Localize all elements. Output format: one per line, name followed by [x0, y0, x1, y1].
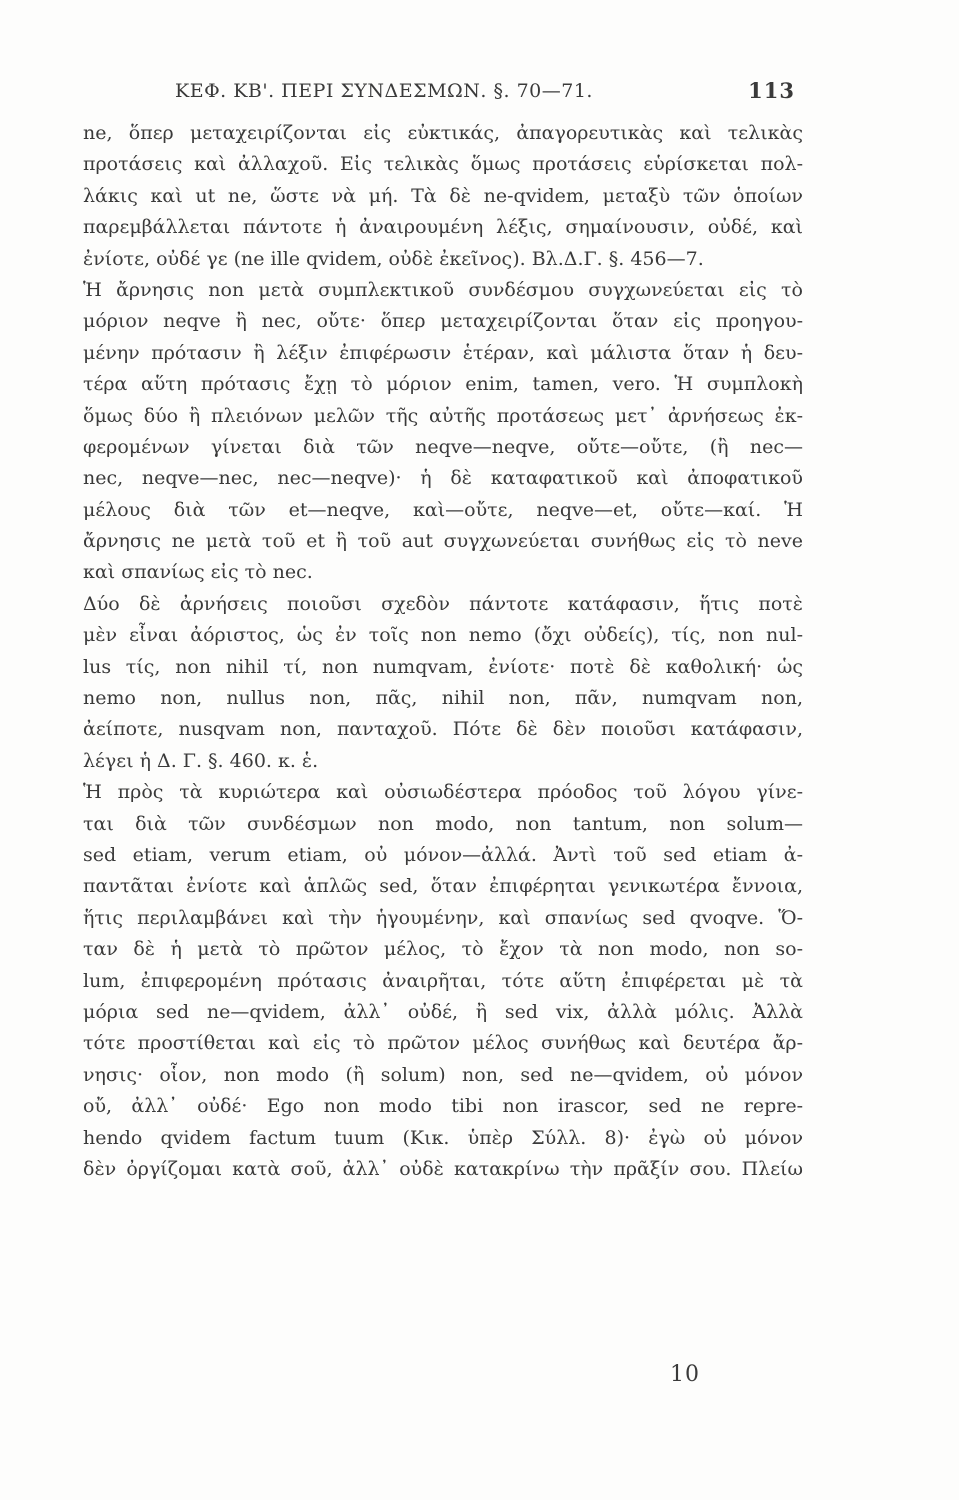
- text-line: lum, ἐπιφερομένη πρότασις ἀναιρῆται, τότε αὕτη ἐπιφέρεται μὲ τὰ: [83, 969, 803, 992]
- text-line: sed etiam, verum etiam, οὐ μόνον—ἀλλά. Ἀντὶ τοῦ sed etiam ἀ-: [83, 843, 803, 866]
- text-line: καὶ σπανίως εἰς τὸ nec.: [83, 561, 313, 584]
- text-line: Ἡ πρὸς τὰ κυριώτερα καὶ οὐσιωδέστερα πρόοδος τοῦ λόγου γίνε-: [83, 781, 803, 804]
- text-line: μένην πρότασιν ἢ λέξιν ἐπιφέρωσιν ἑτέραν, καὶ μάλιστα ὅταν ἡ δευ-: [83, 341, 803, 364]
- text-line: παντᾶται ἐνίοτε καὶ ἁπλῶς sed, ὅταν ἐπιφέρηται γενικωτέρα ἔννοια,: [83, 875, 803, 898]
- page-number: 113: [748, 78, 795, 103]
- text-line: μόριον neqve ἢ nec, οὔτε· ὅπερ μεταχειρίζονται ὅταν εἰς προηγου-: [83, 310, 803, 333]
- text-line: ταν δὲ ἡ μετὰ τὸ πρῶτον μέλος, τὸ ἔχον τὰ non modo, non so-: [83, 938, 803, 961]
- text-line: μέλους διὰ τῶν et—neqve, καὶ—οὔτε, neqve—et, οὔτε—καί. Ἡ: [83, 498, 803, 521]
- page-header: [175, 80, 795, 112]
- text-line: προτάσεις καὶ ἀλλαχοῦ. Εἰς τελικὰς ὅμως προτάσεις εὑρίσκεται πολ-: [83, 153, 803, 176]
- text-line: παρεμβάλλεται πάντοτε ἡ ἀναιρουμένη λέξις, σημαίνουσιν, οὐδέ, καὶ: [83, 216, 803, 239]
- text-line: lus τίς, non nihil τί, non numqvam, ἐνίοτε· ποτὲ δὲ καθολική· ὡς: [83, 655, 803, 678]
- text-line: ἀείποτε, nusqvam non, πανταχοῦ. Πότε δὲ δὲν ποιοῦσι κατάφασιν,: [83, 718, 803, 741]
- text-line: ne, ὅπερ μεταχειρίζονται εἰς εὐκτικάς, ἀπαγορευτικὰς καὶ τελικὰς: [83, 122, 803, 144]
- signature-mark: 10: [670, 1362, 700, 1387]
- text-line: μὲν εἶναι ἀόριστος, ὡς ἐν τοῖς non nemo (ὄχι οὐδείς), τίς, non nul-: [83, 624, 803, 647]
- text-line: hendo qvidem factum tuum (Κικ. ὑπὲρ Σύλλ. 8)· ἐγὼ οὐ μόνον: [83, 1126, 803, 1149]
- text-line: Δύο δὲ ἀρνήσεις ποιοῦσι σχεδὸν πάντοτε κατάφασιν, ἥτις ποτὲ: [83, 592, 803, 615]
- text-line: τότε προστίθεται καὶ εἰς τὸ πρῶτον μέλος συνήθως καὶ δευτέρα ἄρ-: [83, 1032, 803, 1055]
- text-line: ὅμως δύο ἢ πλειόνων μελῶν τῆς αὐτῆς προτάσεως μετ᾽ ἀρνήσεως ἐκ-: [83, 404, 803, 427]
- text-line: ἥτις περιλαμβάνει καὶ τὴν ἡγουμένην, καὶ σπανίως sed qvoqve. Ὅ-: [83, 906, 803, 929]
- text-line: nemo non, nullus non, πᾶς, nihil non, πᾶν, numqvam non,: [83, 687, 803, 710]
- running-head: ΚΕΦ. ΚΒ'. ΠΕΡΙ ΣΥΝΔΕΣΜΩΝ. §. 70—71.: [175, 80, 593, 102]
- text-line: μόρια sed ne—qvidem, ἀλλ᾽ οὐδέ, ἢ sed vix, ἀλλὰ μόλις. Ἀλλὰ: [83, 1000, 803, 1023]
- body-text: [83, 118, 803, 1185]
- text-line: λέγει ἡ Δ. Γ. §. 460. κ. ἑ.: [83, 749, 319, 772]
- text-line: Ἡ ἄρνησις non μετὰ συμπλεκτικοῦ συνδέσμου συγχωνεύεται εἰς τὸ: [83, 278, 803, 301]
- text-line: νησις· οἷον, non modo (ἢ solum) non, sed ne—qvidem, οὐ μόνον: [83, 1063, 803, 1086]
- text-line: ἄρνησις ne μετὰ τοῦ et ἢ τοῦ aut συγχωνεύεται συνήθως εἰς τὸ neve: [83, 530, 803, 553]
- text-line: οὔ, ἀλλ᾽ οὐδέ· Ego non modo tibi non irascor, sed ne repre-: [83, 1095, 803, 1118]
- text-line: ἐνίοτε, οὐδέ γε (ne ille qvidem, οὐδὲ ἐκεῖνος). Βλ.Δ.Γ. §. 456—7.: [83, 247, 704, 270]
- text-line: δὲν ὀργίζομαι κατὰ σοῦ, ἀλλ᾽ οὐδὲ κατακρίνω τὴν πρᾶξίν σου. Πλείω: [83, 1157, 803, 1180]
- text-line: τέρα αὕτη πρότασις ἔχῃ τὸ μόριον enim, tamen, vero. Ἡ συμπλοκὴ: [83, 373, 803, 396]
- text-line: λάκις καὶ ut ne, ὥστε νὰ μή. Τὰ δὲ ne-qvidem, μεταξὺ τῶν ὁποίων: [83, 184, 803, 207]
- text-line: nec, neqve—nec, nec—neqve)· ἡ δὲ καταφατικοῦ καὶ ἀποφατικοῦ: [83, 467, 803, 490]
- text-line: ται διὰ τῶν συνδέσμων non modo, non tantum, non solum—: [83, 812, 803, 835]
- text-line: φερομένων γίνεται διὰ τῶν neqve—neqve, οὔτε—οὔτε, (ἢ nec—: [83, 435, 803, 458]
